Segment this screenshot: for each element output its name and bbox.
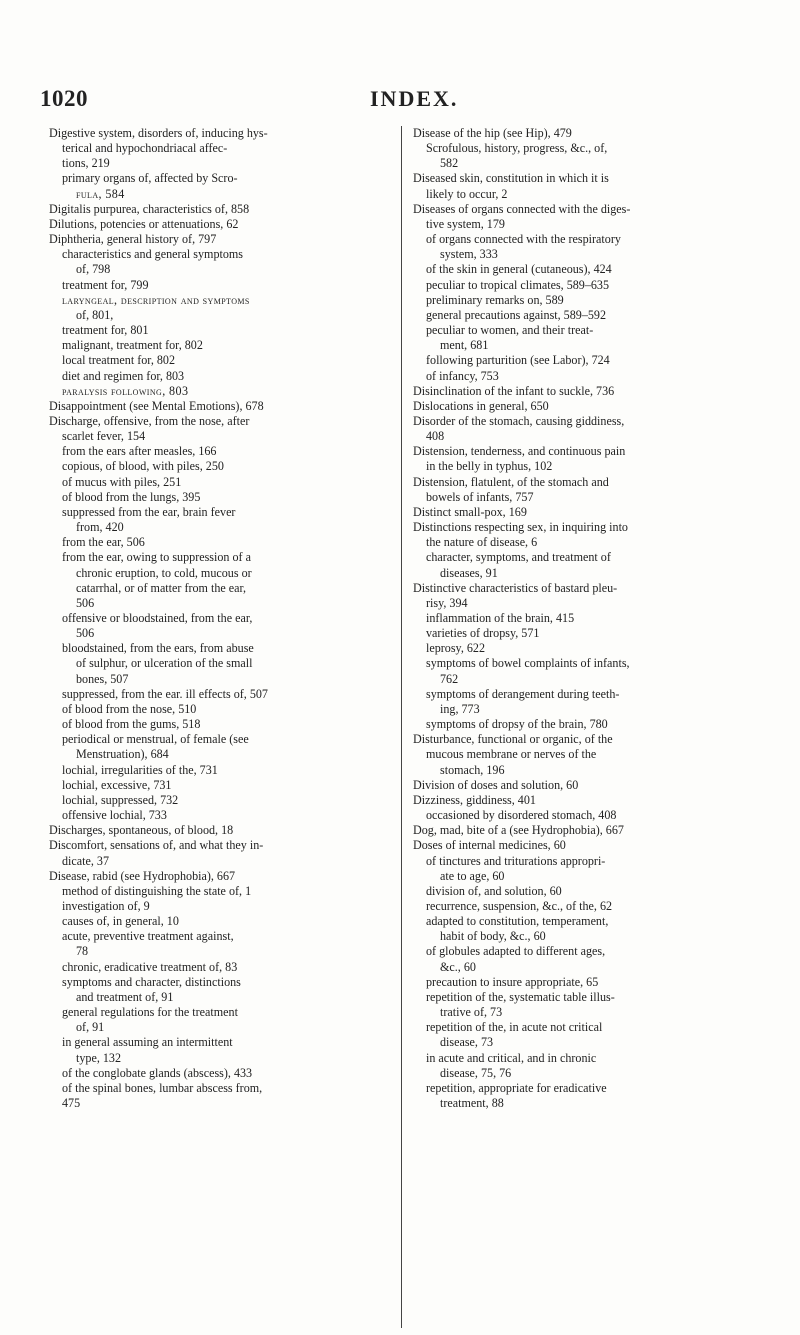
index-entry-line: 78: [76, 944, 89, 959]
index-entry-line: of, 798: [76, 262, 111, 277]
index-entry-line: treatment for, 799: [62, 277, 149, 292]
index-entry-line: from the ears after measles, 166: [62, 444, 217, 459]
index-entry-line: Disturbance, functional or organic, of the: [413, 732, 613, 747]
index-entry-line: ing, 773: [440, 701, 480, 716]
index-entry-line: of the spinal bones, lumbar abscess from,: [62, 1080, 263, 1095]
index-entry-line: Discharge, offensive, from the nose, after: [49, 413, 250, 428]
index-entry-line: 762: [440, 671, 459, 686]
index-entry-line: suppressed from the ear, brain fever: [62, 504, 236, 519]
index-entry-line: Disorder of the stomach, causing giddiness,: [413, 413, 625, 428]
index-entry-line: repetition of the, systematic table illus-: [426, 989, 615, 1004]
index-entry-line: occasioned by disordered stomach, 408: [426, 808, 617, 823]
index-entry-line: stomach, 196: [440, 762, 505, 777]
index-entry-line: malignant, treatment for, 802: [62, 338, 203, 353]
index-entry-line: and treatment of, 91: [76, 989, 174, 1004]
index-entry-line: lochial, excessive, 731: [62, 777, 172, 792]
index-entry-line: Disinclination of the infant to suckle, 736: [413, 383, 615, 398]
index-entry-line: peculiar to tropical climates, 589–635: [426, 277, 610, 292]
index-entry-line: chronic, eradicative treatment of, 83: [62, 959, 238, 974]
index-entry-line: chronic eruption, to cold, mucous or: [76, 565, 252, 580]
index-entry-line: repetition of the, in acute not critical: [426, 1020, 603, 1035]
index-entry-line: bowels of infants, 757: [426, 489, 534, 504]
index-entry-line: in general assuming an intermittent: [62, 1035, 233, 1050]
index-entry-line: type, 132: [76, 1050, 122, 1065]
index-entry-line: Disease of the hip (see Hip), 479: [413, 126, 572, 140]
index-entry-line: terical and hypochondriacal affec-: [62, 141, 228, 156]
index-entry-line: offensive or bloodstained, from the ear,: [62, 611, 253, 625]
index-entry-line: leprosy, 622: [426, 641, 486, 656]
index-entry-line: from, 420: [76, 520, 124, 535]
index-entry-line: of blood from the lungs, 395: [62, 489, 201, 504]
index-entry-line: ment, 681: [440, 338, 489, 353]
index-entry-line: inflammation of the brain, 415: [426, 611, 575, 625]
index-entry-line: peculiar to women, and their treat-: [426, 323, 594, 338]
index-entry-line: causes of, in general, 10: [62, 914, 179, 929]
index-entry-line: bones, 507: [76, 671, 129, 686]
index-entry-line: of, 801,: [76, 307, 114, 322]
index-entry-line: primary organs of, affected by Scro-: [62, 171, 238, 186]
index-entry-line: diseases, 91: [440, 565, 498, 580]
index-entry-line: fula, 584: [76, 186, 125, 201]
index-entry-line: Diphtheria, general history of, 797: [49, 232, 217, 247]
index-entry-line: following parturition (see Labor), 724: [426, 353, 610, 368]
index-entry-line: Disease, rabid (see Hydrophobia), 667: [49, 868, 236, 883]
index-entry-line: acute, preventive treatment against,: [62, 929, 234, 944]
index-entry-line: from the ear, 506: [62, 535, 145, 550]
index-entry-line: 408: [426, 429, 445, 444]
index-entry-line: Distinct small-pox, 169: [413, 504, 527, 519]
index-entry-line: dicate, 37: [62, 853, 110, 868]
index-entry-line: characteristics and general symptoms: [62, 247, 244, 262]
index-entry-line: Digitalis purpurea, characteristics of, 858: [49, 201, 250, 216]
index-entry-line: of the conglobate glands (abscess), 433: [62, 1065, 253, 1080]
index-entry-line: of sulphur, or ulceration of the small: [76, 656, 253, 671]
index-entry-line: local treatment for, 802: [62, 353, 176, 368]
index-entry-line: varieties of dropsy, 571: [426, 626, 540, 641]
index-entry-line: diet and regimen for, 803: [62, 368, 185, 383]
index-column-left: [49, 126, 387, 1111]
index-entry-line: method of distinguishing the state of, 1: [62, 883, 252, 898]
index-entry-line: general precautions against, 589–592: [426, 307, 607, 322]
index-entry-line: disease, 73: [440, 1035, 494, 1050]
index-entry-line: 475: [62, 1096, 81, 1110]
index-entry-line: offensive lochial, 733: [62, 808, 167, 823]
index-entry-line: of, 91: [76, 1020, 105, 1035]
index-entry-line: Distension, tenderness, and continuous pain: [413, 444, 626, 459]
index-entry-line: bloodstained, from the ears, from abuse: [62, 641, 254, 656]
index-entry-line: Dislocations in general, 650: [413, 398, 549, 413]
index-entry-line: of tinctures and triturations appropri-: [426, 853, 606, 868]
index-entry-line: periodical or menstrual, of female (see: [62, 732, 249, 747]
index-entry-line: risy, 394: [426, 595, 468, 610]
index-entry-line: habit of body, &c., 60: [440, 929, 546, 944]
index-entry-line: of blood from the gums, 518: [62, 717, 201, 732]
index-entry-line: Menstruation), 684: [76, 747, 169, 762]
index-entry-line: Dizziness, giddiness, 401: [413, 792, 536, 807]
index-entry-line: Digestive system, disorders of, inducing hys-: [49, 126, 268, 140]
index-entry-line: the nature of disease, 6: [426, 535, 538, 550]
index-entry-line: tions, 219: [62, 156, 110, 171]
index-entry-line: symptoms of dropsy of the brain, 780: [426, 717, 608, 732]
index-entry-line: suppressed, from the ear. ill effects of, 507: [62, 686, 268, 701]
running-head: INDEX.: [370, 86, 459, 111]
index-entry-line: Discomfort, sensations of, and what they in-: [49, 838, 264, 853]
index-entry-line: likely to occur, 2: [426, 186, 508, 201]
index-entry-line: in acute and critical, and in chronic: [426, 1050, 597, 1065]
index-entry-line: lochial, irregularities of the, 731: [62, 762, 218, 777]
index-entry-line: character, symptoms, and treatment of: [426, 550, 611, 565]
index-entry-line: Distension, flatulent, of the stomach and: [413, 474, 609, 489]
index-entry-line: Doses of internal medicines, 60: [413, 838, 566, 853]
index-entry-line: mucous membrane or nerves of the: [426, 747, 597, 762]
index-entry-line: Diseases of organs connected with the diges-: [413, 201, 631, 216]
index-entry-line: of the skin in general (cutaneous), 424: [426, 262, 612, 277]
index-entry-line: symptoms of bowel complaints of infants,: [426, 656, 630, 671]
index-entry-line: trative of, 73: [440, 1005, 503, 1020]
index-entry-line: 582: [440, 156, 459, 171]
index-entry-line: &c., 60: [440, 959, 476, 974]
index-entry-line: scarlet fever, 154: [62, 429, 146, 444]
index-entry-line: Division of doses and solution, 60: [413, 777, 579, 792]
index-entry-line: of organs connected with the respiratory: [426, 232, 621, 247]
index-entry-line: Diseased skin, constitution in which it is: [413, 171, 609, 186]
index-entry-line: Distinctive characteristics of bastard pleu-: [413, 580, 618, 595]
page-number: 1020: [40, 86, 88, 111]
index-entry-line: disease, 75, 76: [440, 1065, 512, 1080]
index-entry-line: Discharges, spontaneous, of blood, 18: [49, 823, 234, 838]
index-entry-line: preliminary remarks on, 589: [426, 292, 564, 307]
index-entry-line: Disappointment (see Mental Emotions), 678: [49, 398, 264, 413]
index-entry-line: Dilutions, potencies or attenuations, 62: [49, 216, 239, 231]
index-entry-line: Distinctions respecting sex, in inquiring into: [413, 520, 628, 535]
index-entry-line: of blood from the nose, 510: [62, 701, 197, 716]
index-entry-line: in the belly in typhus, 102: [426, 459, 553, 474]
index-entry-line: of mucus with piles, 251: [62, 474, 182, 489]
index-entry-line: investigation of, 9: [62, 898, 150, 913]
index-entry-line: paralysis following, 803: [62, 383, 189, 398]
index-entry-line: 506: [76, 595, 95, 610]
index-entry-line: recurrence, suspension, &c., of the, 62: [426, 898, 613, 913]
index-entry-line: Scrofulous, history, progress, &c., of,: [426, 141, 608, 156]
index-entry-line: symptoms and character, distinctions: [62, 974, 241, 989]
index-entry-line: division of, and solution, 60: [426, 883, 562, 898]
index-entry-line: precaution to insure appropriate, 65: [426, 974, 599, 989]
index-entry-line: of globules adapted to different ages,: [426, 944, 606, 959]
index-entry-line: general regulations for the treatment: [62, 1005, 238, 1020]
index-entry-line: Dog, mad, bite of a (see Hydrophobia), 667: [413, 823, 624, 838]
index-entry-line: system, 333: [440, 247, 498, 262]
index-entry-line: from the ear, owing to suppression of a: [62, 550, 251, 565]
index-entry-line: catarrhal, or of matter from the ear,: [76, 580, 247, 595]
index-entry-line: copious, of blood, with piles, 250: [62, 459, 224, 474]
index-entry-line: ate to age, 60: [440, 868, 505, 883]
index-entry-line: repetition, appropriate for eradicative: [426, 1080, 607, 1095]
index-entry-line: of infancy, 753: [426, 368, 499, 383]
index-entry-line: 506: [76, 626, 95, 641]
index-column-right: [413, 126, 753, 1111]
index-entry-line: tive system, 179: [426, 216, 505, 231]
index-entry-line: symptoms of derangement during teeth-: [426, 686, 620, 701]
index-entry-line: treatment for, 801: [62, 323, 149, 338]
index-entry-line: laryngeal, description and symptoms: [62, 292, 250, 307]
index-entry-line: treatment, 88: [440, 1096, 504, 1110]
column-divider: [401, 126, 402, 1328]
index-entry-line: adapted to constitution, temperament,: [426, 914, 609, 929]
index-entry-line: lochial, suppressed, 732: [62, 792, 179, 807]
